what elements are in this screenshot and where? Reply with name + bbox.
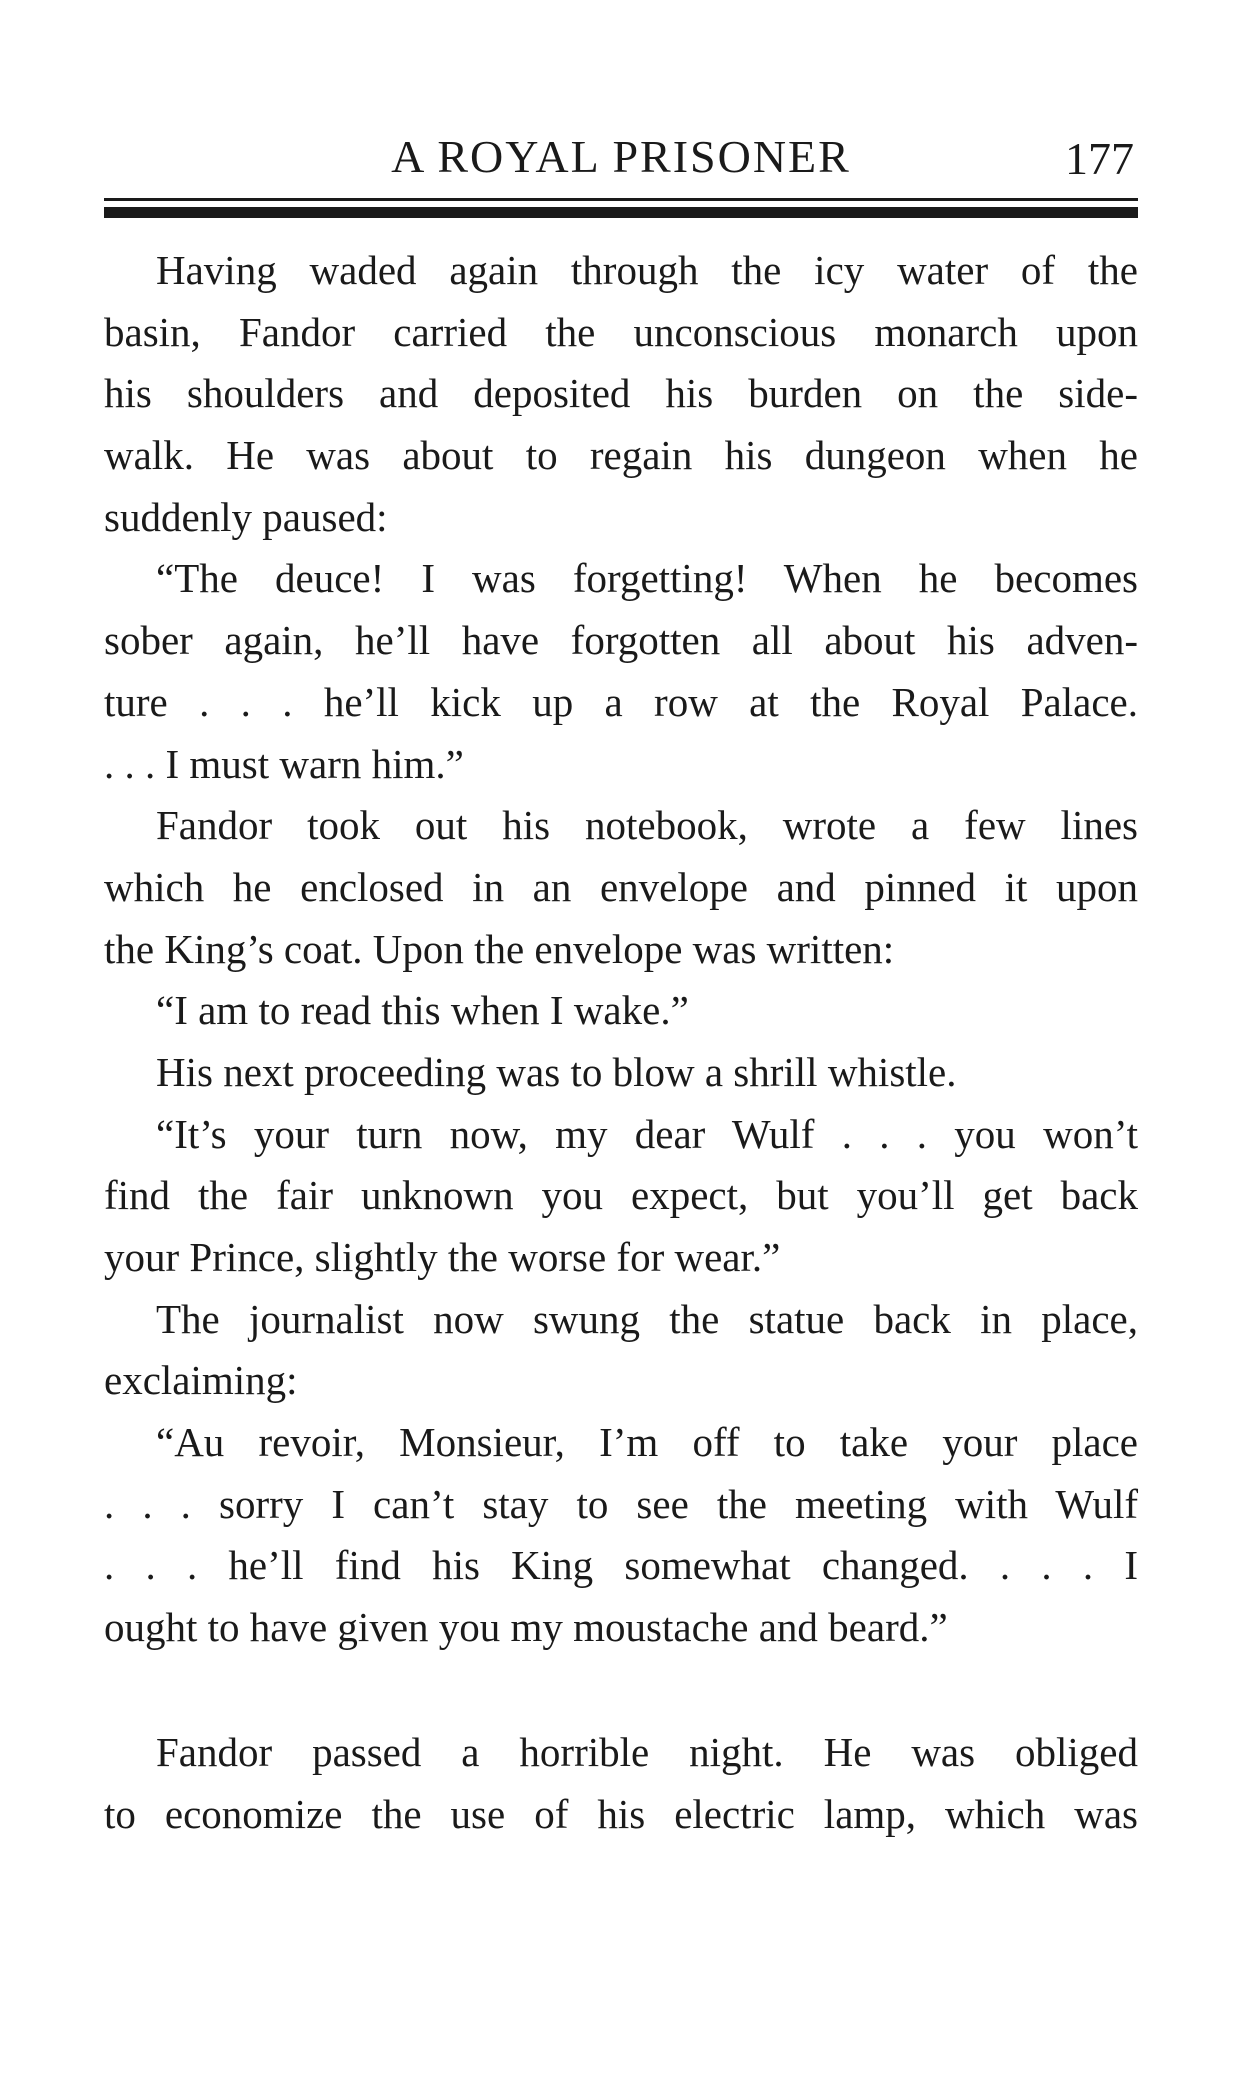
text-line: his shoulders and deposited his burden on the side-	[104, 370, 1138, 417]
page-header	[104, 122, 1138, 182]
header-rule-thick	[104, 207, 1138, 218]
text-line: which he enclosed in an envelope and pinned it upon	[104, 863, 1138, 910]
text-line: the King’s coat. Upon the envelope was written:	[104, 925, 895, 972]
text-line: suddenly paused:	[104, 493, 388, 540]
text-line: ture . . . he’ll kick up a row at the Royal Palace.	[104, 678, 1138, 725]
text-line: ought to have given you my moustache and beard.”	[104, 1604, 948, 1651]
text-line: “The deuce! I was forgetting! When he becomes	[156, 555, 1138, 602]
text-line: . . . sorry I can’t stay to see the meeting with Wulf	[104, 1480, 1138, 1527]
text-line: to economize the use of his electric lamp, which was	[104, 1790, 1138, 1837]
body-text	[104, 240, 1138, 1659]
text-line: . . . I must warn him.”	[104, 740, 464, 787]
body-text-section-2	[104, 1722, 1138, 1845]
header-rule-thin	[104, 198, 1138, 201]
text-line: His next proceeding was to blow a shrill whistle.	[156, 1048, 957, 1095]
text-line: Fandor passed a horrible night. He was obliged	[156, 1729, 1138, 1775]
text-line: walk. He was about to regain his dungeon when he	[104, 432, 1138, 479]
text-line: . . . he’ll find his King somewhat changed. . . . I	[104, 1542, 1138, 1589]
text-line: Having waded again through the icy water of the	[156, 247, 1138, 293]
text-line: Fandor took out his notebook, wrote a few lines	[156, 802, 1138, 849]
page-number: 177	[1065, 133, 1134, 184]
text-line: find the fair unknown you expect, but you’ll get back	[104, 1172, 1138, 1219]
text-line: exclaiming:	[104, 1357, 298, 1404]
text-line: “Au revoir, Monsieur, I’m off to take your place	[156, 1419, 1138, 1466]
text-line: “It’s your turn now, my dear Wulf . . . you won’t	[156, 1110, 1138, 1157]
text-line: “I am to read this when I wake.”	[156, 987, 689, 1034]
text-line: your Prince, slightly the worse for wear.”	[104, 1234, 781, 1280]
running-title: A ROYAL PRISONER	[391, 131, 851, 182]
text-line: The journalist now swung the statue back in place,	[156, 1295, 1138, 1342]
text-line: sober again, he’ll have forgotten all about his adven-	[104, 617, 1138, 664]
text-line: basin, Fandor carried the unconscious monarch upon	[104, 308, 1138, 355]
